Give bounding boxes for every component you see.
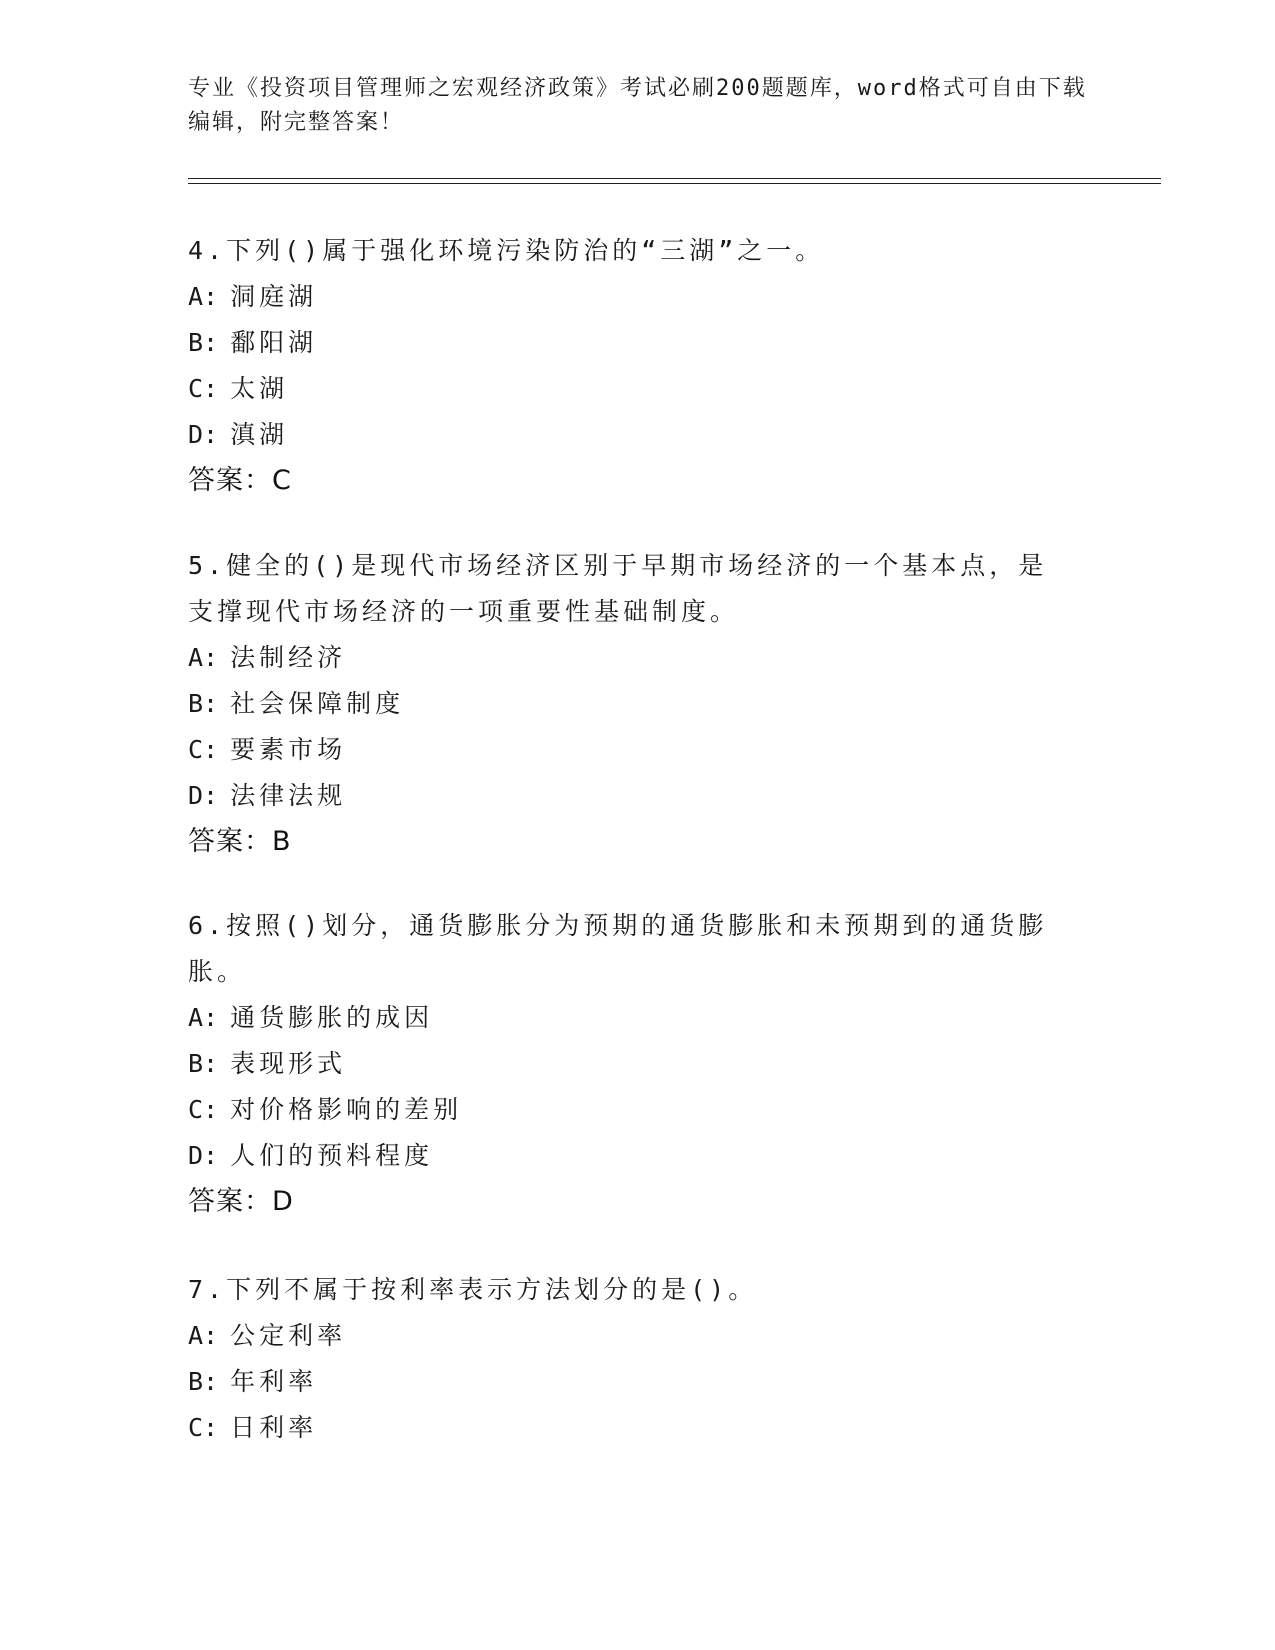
question-5	[188, 543, 1068, 865]
option-b: B: 社会保障制度	[188, 689, 405, 718]
option-a: A: 洞庭湖	[188, 282, 318, 311]
answer-line: 答案：B	[188, 826, 292, 857]
option-c: C: 太湖	[188, 374, 289, 403]
question-4	[188, 228, 1068, 504]
header-divider-bottom	[188, 183, 1161, 184]
option-d: D: 法律法规	[188, 781, 347, 810]
option-b: B: 表现形式	[188, 1049, 347, 1078]
option-d: D: 人们的预料程度	[188, 1141, 434, 1170]
option-c: C: 对价格影响的差别	[188, 1095, 463, 1124]
option-b: B: 年利率	[188, 1367, 318, 1396]
header-divider-top	[188, 178, 1161, 179]
answer-line: 答案：D	[188, 1186, 294, 1217]
question-stem: 4.下列()属于强化环境污染防治的“三湖”之一。	[188, 236, 825, 265]
question-7	[188, 1267, 1068, 1451]
option-a: A: 通货膨胀的成因	[188, 1003, 434, 1032]
option-b: B: 鄱阳湖	[188, 328, 318, 357]
option-c: C: 日利率	[188, 1413, 318, 1442]
question-stem: 6.按照()划分，通货膨胀分为预期的通货膨胀和未预期到的通货膨胀。	[188, 911, 1048, 986]
question-stem: 7.下列不属于按利率表示方法划分的是()。	[188, 1275, 758, 1304]
option-a: A: 法制经济	[188, 643, 347, 672]
answer-line: 答案：C	[188, 465, 292, 496]
option-d: D: 滇湖	[188, 420, 289, 449]
option-c: C: 要素市场	[188, 735, 347, 764]
question-stem: 5.健全的()是现代市场经济区别于早期市场经济的一个基本点，是支撑现代市场经济的一项重要性基础制度。	[188, 551, 1048, 626]
option-a: A: 公定利率	[188, 1321, 347, 1350]
question-6	[188, 903, 1068, 1225]
document-header: 专业《投资项目管理师之宏观经济政策》考试必刷200题题库，word格式可自由下载编辑，附完整答案！	[188, 76, 1087, 135]
